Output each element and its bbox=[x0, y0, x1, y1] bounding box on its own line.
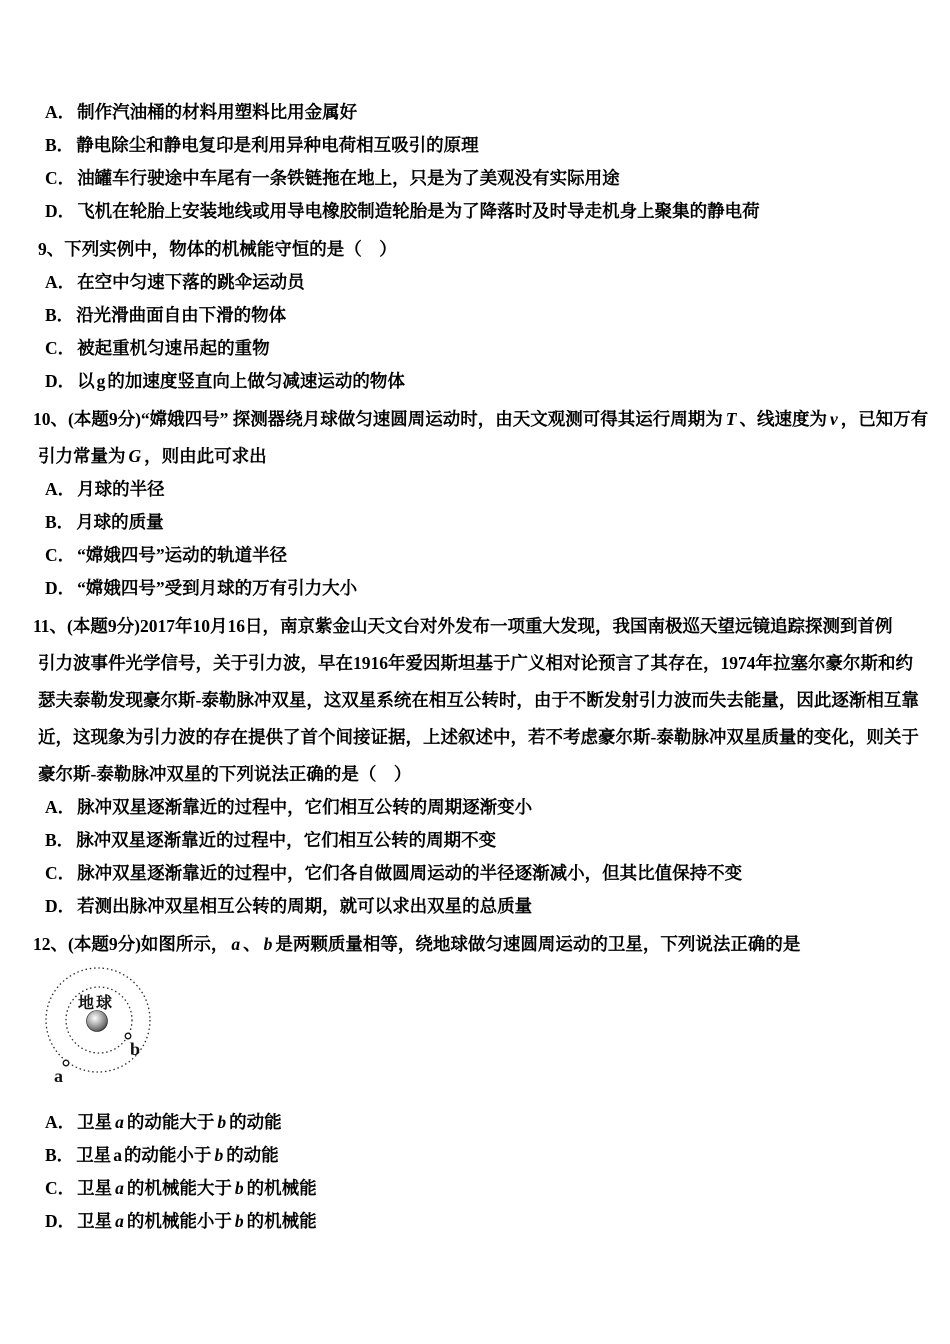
question-stem-continuation bbox=[38, 690, 919, 710]
variable-symbol: b bbox=[263, 934, 273, 954]
text-segment: 的加速度竖直向上做匀减速运动的物体 bbox=[107, 371, 405, 391]
text-segment: 的机械能小于 bbox=[126, 1211, 232, 1231]
option-label: B． bbox=[45, 830, 75, 850]
variable-symbol: b bbox=[234, 1211, 244, 1231]
option-line bbox=[38, 830, 912, 850]
option-line bbox=[38, 578, 912, 598]
text-segment: 在空中匀速下落的跳伞运动员 bbox=[77, 272, 305, 292]
option-line bbox=[38, 797, 912, 817]
option-line bbox=[38, 168, 912, 188]
earth-sphere bbox=[87, 1011, 108, 1032]
option-line bbox=[38, 1112, 912, 1132]
option-label: B． bbox=[45, 512, 75, 532]
text-segment: ，已知万有 bbox=[840, 409, 929, 429]
text-segment: 月球的质量 bbox=[76, 512, 164, 532]
variable-symbol: b bbox=[217, 1112, 227, 1132]
option-label: A． bbox=[45, 797, 76, 817]
text-segment: 引力波事件光学信号，关于引力波，早在1916年爱因斯坦基于广义相对论预言了其存在，1974年拉塞尔豪尔斯和约 bbox=[38, 653, 913, 673]
question-stem-continuation bbox=[38, 727, 919, 747]
text-segment: 脉冲双星逐渐靠近的过程中，它们各自做圆周运动的半径逐渐减小，但其比值保持不变 bbox=[77, 863, 743, 883]
text-segment: 沿光滑曲面自由下滑的物体 bbox=[76, 305, 287, 325]
text-segment: 瑟夫泰勒发现豪尔斯-泰勒脉冲双星，这双星系统在相互公转时，由于不断发射引力波而失去能量，因此逐渐相互靠 bbox=[38, 690, 919, 710]
option-label: A． bbox=[45, 272, 76, 292]
question-number: 12、 bbox=[33, 934, 68, 954]
question-stem-continuation bbox=[38, 446, 912, 466]
text-segment: 被起重机匀速吊起的重物 bbox=[77, 338, 270, 358]
text-segment: 月球的半径 bbox=[77, 479, 165, 499]
variable-symbol: a bbox=[115, 1112, 124, 1132]
question-stem-continuation bbox=[38, 764, 912, 784]
satellite-a-dot bbox=[63, 1060, 69, 1066]
text-segment: 油罐车行驶途中车尾有一条铁链拖在地上，只是为了美观没有实际用途 bbox=[77, 168, 620, 188]
text-segment: 豪尔斯-泰勒脉冲双星的下列说法正确的是（ ） bbox=[38, 764, 412, 784]
text-segment: 卫星 bbox=[77, 1178, 113, 1198]
option-label: C． bbox=[45, 168, 76, 188]
text-segment: (本题9分)“嫦娥四号” 探测器绕月球做匀速圆周运动时，由天文观测可得其运行周期为 bbox=[68, 409, 723, 429]
text-segment: 卫星 bbox=[77, 1211, 113, 1231]
text-segment: 、 bbox=[243, 934, 261, 954]
option-label: C． bbox=[45, 545, 76, 565]
text-segment: 的动能小于 bbox=[123, 1145, 212, 1165]
text-segment: 的机械能大于 bbox=[126, 1178, 232, 1198]
text-segment: 脉冲双星逐渐靠近的过程中，它们相互公转的周期逐渐变小 bbox=[77, 797, 533, 817]
satellite-b-label: b bbox=[130, 1039, 141, 1059]
variable-symbol: a bbox=[115, 1211, 124, 1231]
variable-symbol: a bbox=[115, 1178, 124, 1198]
text-segment: 飞机在轮胎上安装地线或用导电橡胶制造轮胎是为了降落时及时导走机身上聚集的静电荷 bbox=[77, 201, 760, 221]
earth-label: 地球 bbox=[77, 995, 115, 1012]
text-segment: 的动能大于 bbox=[126, 1112, 215, 1132]
question-stem-line bbox=[33, 409, 929, 429]
question-number: 11、 bbox=[33, 616, 68, 636]
option-label: A． bbox=[45, 102, 76, 122]
text-segment: 的动能 bbox=[226, 1145, 279, 1165]
variable-symbol: v bbox=[829, 409, 838, 429]
option-line bbox=[38, 479, 912, 499]
variable-symbol: G bbox=[128, 446, 142, 466]
option-label: D． bbox=[45, 201, 76, 221]
question-number: 10、 bbox=[33, 409, 68, 429]
option-label: B． bbox=[45, 1145, 75, 1165]
option-line bbox=[38, 135, 912, 155]
option-label: A． bbox=[45, 479, 76, 499]
option-label: A． bbox=[45, 1112, 76, 1132]
option-label: C． bbox=[45, 1178, 76, 1198]
option-label: D． bbox=[45, 896, 76, 916]
text-segment: (本题9分)2017年10月16日，南京紫金山天文台对外发布一项重大发现，我国南极巡天望远镜追踪探测到首例 bbox=[67, 616, 893, 636]
satellite-a-label: a bbox=[54, 1066, 63, 1086]
text-segment: 的机械能 bbox=[246, 1178, 317, 1198]
text-segment: 脉冲双星逐渐靠近的过程中，它们相互公转的周期不变 bbox=[76, 830, 497, 850]
satellite-b-dot bbox=[125, 1033, 131, 1039]
orbit-diagram bbox=[40, 962, 210, 1094]
variable-symbol: a bbox=[113, 1145, 122, 1165]
text-segment: 的机械能 bbox=[246, 1211, 317, 1231]
option-line bbox=[38, 201, 912, 221]
text-segment: 以 bbox=[77, 371, 95, 391]
text-segment: (本题9分)如图所示， bbox=[68, 934, 229, 954]
option-line bbox=[38, 102, 912, 122]
text-segment: 卫星 bbox=[76, 1145, 112, 1165]
option-line bbox=[38, 338, 912, 358]
text-segment: 卫星 bbox=[77, 1112, 113, 1132]
option-label: D． bbox=[45, 1211, 76, 1231]
option-line bbox=[38, 1178, 912, 1198]
question-stem-line bbox=[33, 934, 912, 954]
variable-symbol: b bbox=[214, 1145, 224, 1165]
text-segment: 若测出脉冲双星相互公转的周期，就可以求出双星的总质量 bbox=[77, 896, 533, 916]
variable-symbol: b bbox=[234, 1178, 244, 1198]
text-segment: 下列实例中，物体的机械能守恒的是（ ） bbox=[64, 239, 397, 259]
option-line bbox=[38, 272, 912, 292]
option-line bbox=[38, 545, 912, 565]
variable-symbol: T bbox=[725, 409, 737, 429]
option-line bbox=[38, 896, 912, 916]
text-segment: 静电除尘和静电复印是利用异种电荷相互吸引的原理 bbox=[76, 135, 479, 155]
option-line bbox=[38, 305, 912, 325]
question-number: 9、 bbox=[38, 239, 65, 259]
satellite-orbit-figure bbox=[40, 962, 912, 1099]
question-stem-line bbox=[38, 239, 912, 259]
variable-symbol: a bbox=[231, 934, 241, 954]
option-label: C． bbox=[45, 863, 76, 883]
text-segment: 近，这现象为引力波的存在提供了首个间接证据，上述叙述中，若不考虑豪尔斯-泰勒脉冲双星质量的变化，则关于 bbox=[38, 727, 919, 747]
text-segment: 制作汽油桶的材料用塑料比用金属好 bbox=[77, 102, 358, 122]
text-segment: “嫦娥四号”运动的轨道半径 bbox=[77, 545, 288, 565]
text-segment: “嫦娥四号”受到月球的万有引力大小 bbox=[77, 578, 358, 598]
question-stem-continuation bbox=[38, 653, 912, 673]
text-segment: ，则由此可求出 bbox=[144, 446, 267, 466]
variable-symbol: g bbox=[96, 371, 106, 391]
option-label: B． bbox=[45, 135, 75, 155]
option-line bbox=[38, 371, 912, 391]
option-line bbox=[38, 512, 912, 532]
text-segment: 的动能 bbox=[229, 1112, 282, 1132]
question-stem-line bbox=[33, 616, 912, 636]
option-line bbox=[38, 1145, 912, 1165]
option-label: B． bbox=[45, 305, 75, 325]
text-segment: 、线速度为 bbox=[739, 409, 827, 429]
option-line bbox=[38, 863, 912, 883]
option-label: C． bbox=[45, 338, 76, 358]
option-line bbox=[38, 1211, 912, 1231]
text-segment: 是两颗质量相等，绕地球做匀速圆周运动的卫星，下列说法正确的是 bbox=[275, 934, 801, 954]
text-segment: 引力常量为 bbox=[38, 446, 126, 466]
option-label: D． bbox=[45, 371, 76, 391]
option-label: D． bbox=[45, 578, 76, 598]
